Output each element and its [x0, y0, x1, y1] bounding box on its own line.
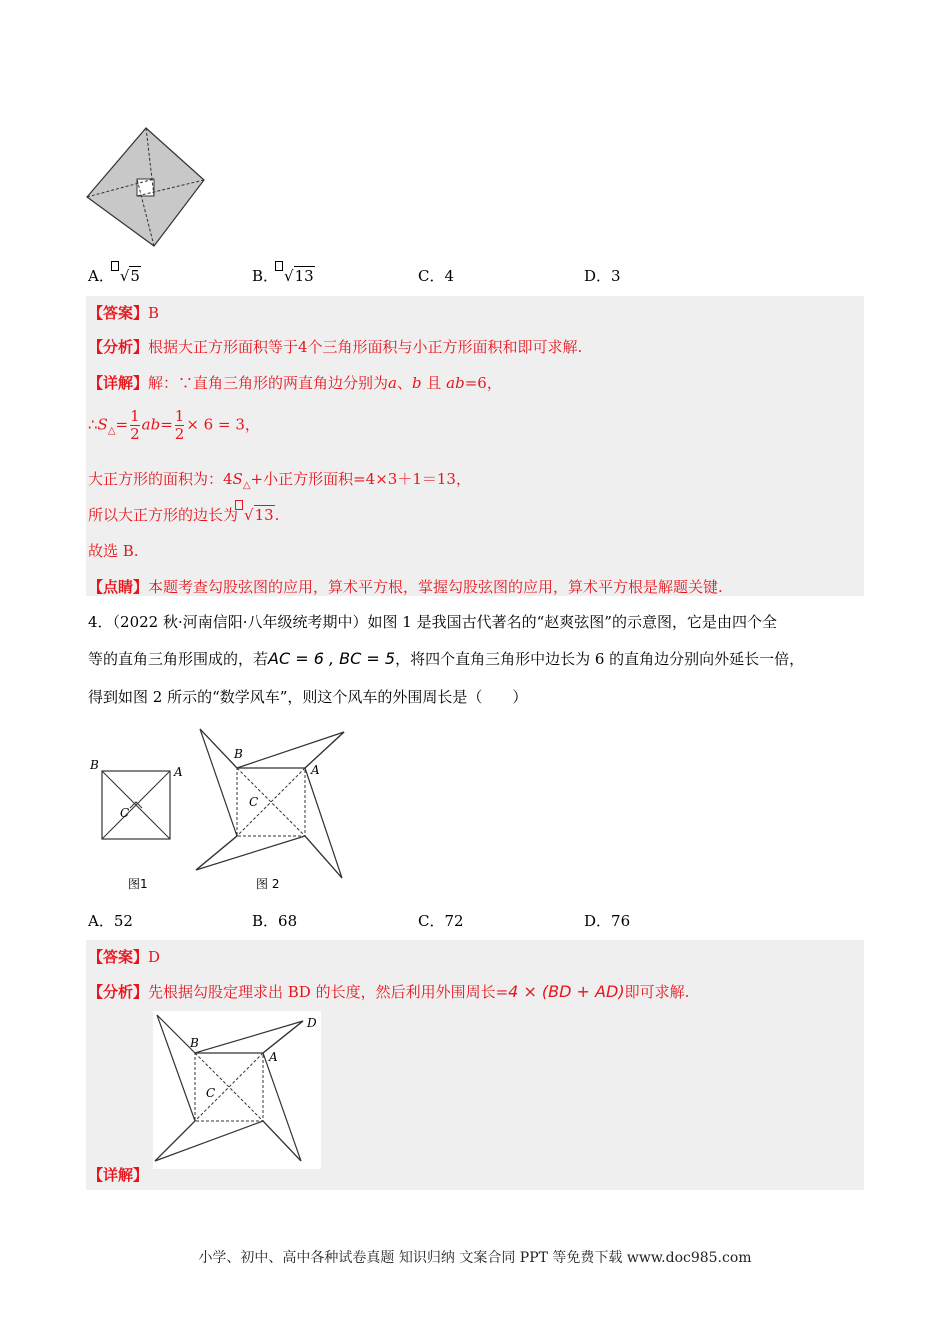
q3-option-a: A． √5: [88, 265, 141, 286]
q3-choose: 故选 B.: [88, 542, 139, 560]
fig1-label-b: B: [90, 758, 99, 772]
fig1-label-c: C: [120, 806, 130, 820]
q3-side-length: 所以大正方形的边长为 √13.: [88, 504, 279, 525]
q3-option-b: B． √13: [252, 265, 315, 286]
q3-area-formula: $\therefore S_\triangle=$ $\frac{1}{2}$ ab= $\frac{1}{2}$ × 6 = 3，: [88, 407, 260, 443]
q4-option-b: B．68: [252, 912, 298, 930]
fig2-label-c: C: [249, 795, 259, 809]
q3-detail: 【详解】解：∵直角三角形的两直角边分别为a、b 且 ab=6，: [88, 374, 502, 392]
page-footer: 小学、初中、高中各种试卷真题 知识归纳 文案合同 PPT 等免费下载 www.doc985.com: [198, 1250, 752, 1266]
fig1-label-a: A: [174, 765, 183, 779]
q4-option-d: D．76: [584, 912, 631, 930]
detail-label-b: B: [190, 1036, 199, 1050]
q4-line-2: 等的直角三角形围成的，若AC = 6 , BC = 5，将四个直角三角形中边长为 6 的直角边分别向外延长一倍，: [88, 649, 805, 668]
detail-label-a: A: [269, 1050, 278, 1064]
detail-label-c: C: [206, 1086, 216, 1100]
q4-analysis: 【分析】先根据勾股定理求出 BD 的长度，然后利用外围周长=4 × (BD + AD)即可求解.: [88, 982, 690, 1001]
q3-option-d: D．3: [584, 267, 621, 285]
fig2-caption: 图 2: [256, 877, 280, 891]
fig2-label-a: A: [311, 763, 320, 777]
q4-option-c: C．72: [418, 912, 464, 930]
q4-option-a: A．52: [88, 912, 133, 930]
q3-option-c: C．4: [418, 267, 455, 285]
detail-label-d: D: [307, 1016, 317, 1030]
q4-line-3: 得到如图 2 所示的“数学风车”，则这个风车的外围周长是（ ）: [88, 688, 528, 706]
q4-figure-2: [192, 724, 352, 896]
q3-comment: 【点睛】本题考查勾股弦图的应用，算术平方根，掌握勾股弦图的应用，算术平方根是解题关键.: [88, 578, 723, 596]
q3-analysis: 【分析】根据大正方形面积等于4个三角形面积与小正方形面积和即可求解.: [88, 338, 583, 356]
q4-detail-figure: [153, 1011, 321, 1169]
q3-figure: [84, 126, 208, 248]
fig1-caption: 图1: [128, 877, 148, 891]
fig2-label-b: B: [234, 747, 243, 761]
q4-detail: 【详解】: [88, 1166, 149, 1184]
q4-line-1: 4．（2022 秋·河南信阳·八年级统考期中）如图 1 是我国古代著名的“赵爽弦图”的示意图，它是由四个全: [88, 613, 777, 631]
q3-answer: 【答案】B: [88, 304, 160, 322]
q3-big-square-area: 大正方形的面积为：$4S_\triangle+$小正方形面积=4×3＋1＝13，: [88, 470, 471, 491]
q4-figure-1: [86, 756, 196, 896]
q4-answer: 【答案】D: [88, 948, 161, 966]
